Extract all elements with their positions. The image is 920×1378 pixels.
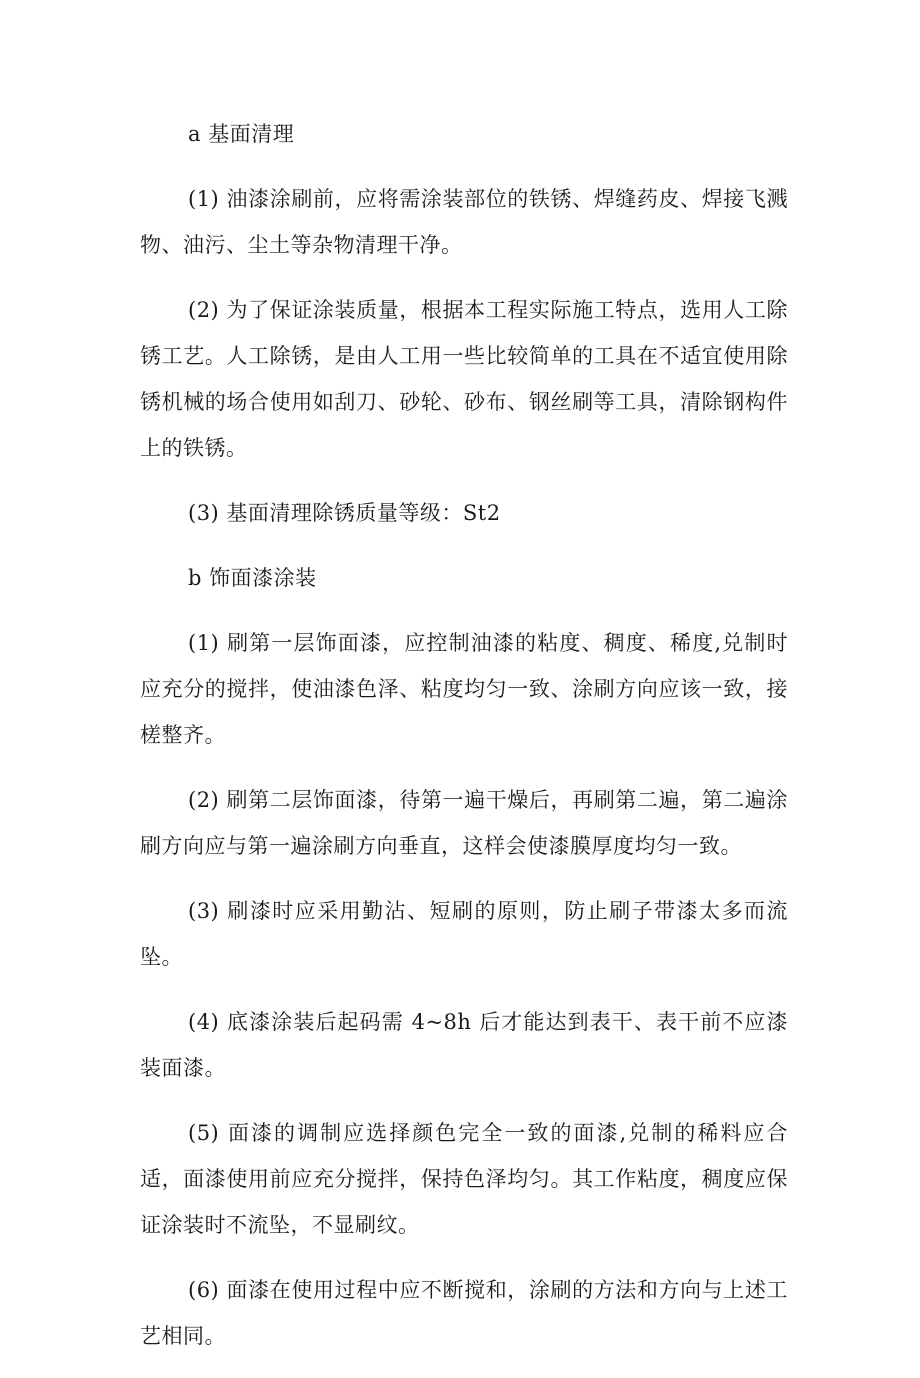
section-heading-a: a 基面清理 (188, 122, 295, 146)
paragraph-b1: (1) 刷第一层饰面漆，应控制油漆的粘度、稠度、稀度,兑制时应充分的搅拌，使油漆色泽、粘度均匀一致、涂刷方向应该一致，接槎整齐。 (140, 631, 788, 747)
document-body (140, 111, 788, 1378)
paragraph-a2: (2) 为了保证涂装质量，根据本工程实际施工特点，选用人工除锈工艺。人工除锈，是由人工用一些比较简单的工具在不适宜使用除锈机械的场合使用如刮刀、砂轮、砂布、钢丝刷等工具，清除钢构件上的铁锈。 (140, 298, 788, 460)
paragraph-a3: (3) 基面清理除锈质量等级：St2 (188, 501, 501, 525)
paragraph-b6: (6) 面漆在使用过程中应不断搅和，涂刷的方法和方向与上述工艺相同。 (140, 1278, 788, 1348)
paragraph-a1: (1) 油漆涂刷前，应将需涂装部位的铁锈、焊缝药皮、焊接飞溅物、油污、尘土等杂物清理干净。 (140, 187, 788, 257)
paragraph-b4: (4) 底漆涂装后起码需 4~8h 后才能达到表干、表干前不应漆装面漆。 (140, 1010, 788, 1080)
paragraph-b2: (2) 刷第二层饰面漆，待第一遍干燥后，再刷第二遍，第二遍涂刷方向应与第一遍涂刷方向垂直，这样会使漆膜厚度均匀一致。 (140, 788, 788, 858)
section-heading-b: b 饰面漆涂装 (188, 566, 317, 590)
paragraph-b3: (3) 刷漆时应采用勤沾、短刷的原则，防止刷子带漆太多而流坠。 (140, 899, 788, 969)
paragraph-b5: (5) 面漆的调制应选择颜色完全一致的面漆,兑制的稀料应合适，面漆使用前应充分搅拌，保持色泽均匀。其工作粘度，稠度应保证涂装时不流坠，不显刷纹。 (140, 1121, 788, 1237)
